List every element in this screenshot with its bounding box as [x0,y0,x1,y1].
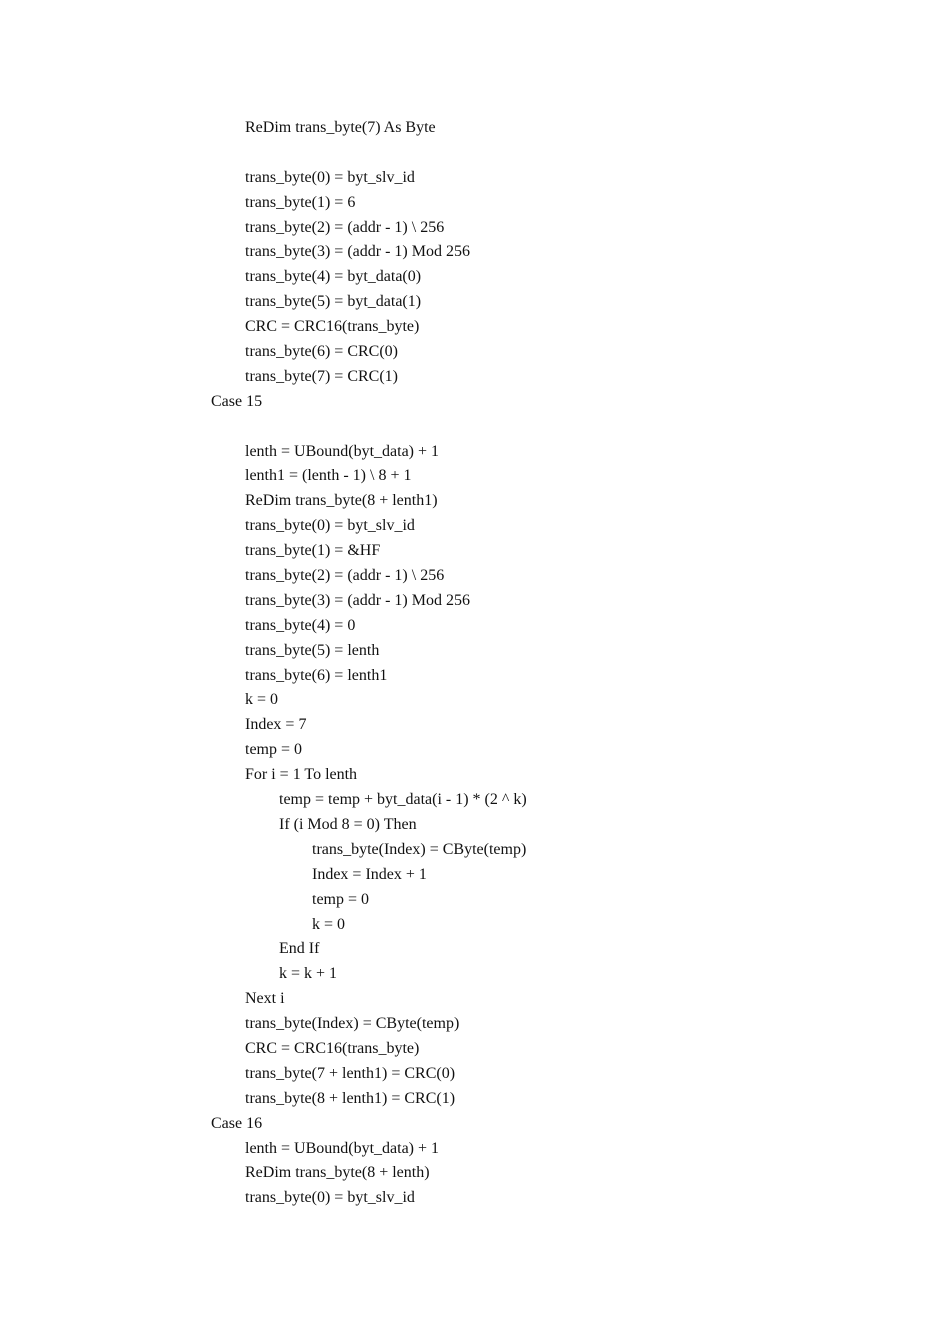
blank-line [0,141,950,166]
case-label: Case 15 [211,392,263,410]
code-listing [0,116,950,1211]
code-line: trans_byte(1) = 6 [245,193,356,211]
code-line: End If [279,940,320,958]
code-line: trans_byte(8 + lenth1) = CRC(1) [245,1089,456,1107]
code-line: CRC = CRC16(trans_byte) [245,1039,420,1057]
code-line: trans_byte(3) = (addr - 1) Mod 256 [245,243,470,261]
code-line: trans_byte(1) = &HF [245,542,381,560]
code-line: k = k + 1 [279,965,338,983]
code-line: trans_byte(5) = byt_data(1) [245,293,422,311]
code-line: trans_byte(2) = (addr - 1) \ 256 [245,218,445,236]
code-line: trans_byte(6) = lenth1 [245,666,388,684]
code-line: ReDim trans_byte(8 + lenth) [245,1164,430,1182]
blank-line [0,415,950,440]
code-line: If (i Mod 8 = 0) Then [279,815,417,833]
code-line: trans_byte(6) = CRC(0) [245,343,398,361]
code-line: trans_byte(0) = byt_slv_id [245,517,415,535]
code-line: k = 0 [312,915,346,933]
code-line: lenth = UBound(byt_data) + 1 [245,1139,440,1157]
code-line: trans_byte(0) = byt_slv_id [245,168,415,186]
code-line: trans_byte(3) = (addr - 1) Mod 256 [245,591,470,609]
case-label: Case 16 [211,1114,263,1132]
code-line: ReDim trans_byte(7) As Byte [245,119,436,136]
code-line: lenth = UBound(byt_data) + 1 [245,442,440,460]
code-line: trans_byte(0) = byt_slv_id [245,1189,415,1207]
code-line: trans_byte(4) = 0 [245,616,356,634]
code-line: trans_byte(Index) = CByte(temp) [312,840,527,858]
code-line: CRC = CRC16(trans_byte) [245,318,420,336]
code-line: temp = temp + byt_data(i - 1) * (2 ^ k) [279,791,527,809]
code-line: trans_byte(2) = (addr - 1) \ 256 [245,567,445,585]
code-line: Next i [245,990,285,1008]
code-line: lenth1 = (lenth - 1) \ 8 + 1 [245,467,412,485]
code-line: trans_byte(5) = lenth [245,641,380,659]
code-line: trans_byte(7 + lenth1) = CRC(0) [245,1064,456,1082]
code-line: temp = 0 [312,890,370,908]
code-line: Index = Index + 1 [312,865,427,883]
code-line: trans_byte(Index) = CByte(temp) [245,1015,460,1033]
code-line: For i = 1 To lenth [245,766,358,784]
code-line: k = 0 [245,691,279,709]
code-line: ReDim trans_byte(8 + lenth1) [245,492,438,510]
code-line: trans_byte(4) = byt_data(0) [245,268,422,286]
code-line: Index = 7 [245,716,307,734]
code-line: trans_byte(7) = CRC(1) [245,367,398,385]
code-line: temp = 0 [245,741,303,759]
